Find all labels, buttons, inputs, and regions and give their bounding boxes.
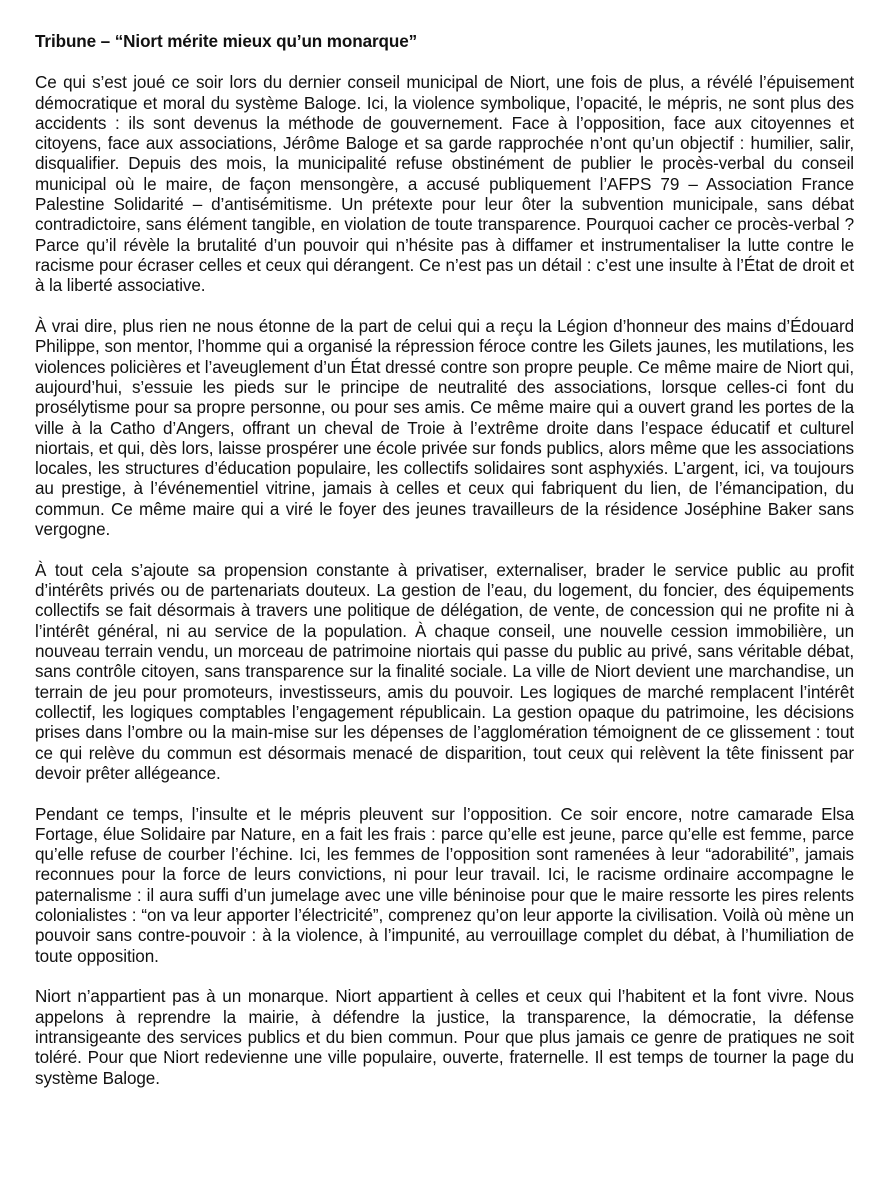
paragraph-4: Pendant ce temps, l’insulte et le mépris pleuvent sur l’opposition. Ce soir encore, notre camarade Elsa Fortage, élue Solidaire par Nature, en a fait les frais : parce qu’elle est jeune, parce qu’elle est femme, parce qu’elle refuse de courber l’échine. Ici, les femmes de l’opposition sont ramenées à leur “adorabilité”, jamais reconnues pour la force de leurs convictions, ni pour leur travail. Ici, le racisme ordinaire accompagne le paternalisme : il aura suffi d’un jumelage avec une ville béninoise pour que le maire ressorte les pires relents colonialistes : “on va leur apporter l’électricité”, comprenez qu’on leur apporte la civilisation. Voilà où mène un pouvoir sans contre-pouvoir : à la violence, à l’impunité, au verrouillage complet du débat, à l’humiliation de toute opposition.	[35, 804, 854, 966]
document-title: Tribune – “Niort mérite mieux qu’un monarque”	[35, 32, 418, 51]
paragraph-1: Ce qui s’est joué ce soir lors du dernier conseil municipal de Niort, une fois de plus, a révélé l’épuisement démocratique et moral du système Baloge. Ici, la violence symbolique, l’opacité, le mépris, ne sont plus des accidents : ils sont devenus la méthode de gouvernement. Face à l’opposition, face aux citoyennes et citoyens, face aux associations, Jérôme Baloge et sa garde rapprochée n’ont qu’un objectif : humilier, salir, disqualifier. Depuis des mois, la municipalité refuse obstinément de publier le procès-verbal du conseil municipal où le maire, de façon mensongère, a accusé publiquement l’AFPS 79 – Association France Palestine Solidarité – d’antisémitisme. Un prétexte pour leur ôter la subvention municipale, sans débat contradictoire, sans élément tangible, en violation de toute transparence. Pourquoi cacher ce procès-verbal ? Parce qu’il révèle la brutalité d’un pouvoir qui n’hésite pas à diffamer et instrumentaliser la lutte contre le racisme pour écraser celles et ceux qui dérangent. Ce n’est pas un détail : c’est une insulte à l’État de droit et à la liberté associative.	[35, 73, 854, 296]
paragraph-5: Niort n’appartient pas à un monarque. Niort appartient à celles et ceux qui l’habitent et la font vivre. Nous appelons à reprendre la mairie, à défendre la justice, la transparence, la démocratie, la défense intransigeante des services publics et du bien commun. Pour que plus jamais ce genre de pratiques ne soit toléré. Pour que Niort redevienne une ville populaire, ouverte, fraternelle. Il est temps de tourner la page du système Baloge.	[35, 987, 854, 1088]
document-page	[35, 32, 854, 1089]
paragraph-2: À vrai dire, plus rien ne nous étonne de la part de celui qui a reçu la Légion d’honneur des mains d’Édouard Philippe, son mentor, l’homme qui a organisé la répression féroce contre les Gilets jaunes, les mutilations, les violences policières et l’aveuglement d’un État dressé contre son propre peuple. Ce même maire de Niort qui, aujourd’hui, s’essuie les pieds sur le principe de neutralité des associations, lorsque celles-ci font du prosélytisme pour sa propre personne, ou pour ses amis. Ce même maire qui a ouvert grand les portes de la ville à la Catho d’Angers, offrant un cheval de Troie à l’extrême droite dans l’espace éducatif et culturel niortais, et qui, dès lors, laisse prospérer une école privée sur fonds publics, alors même que les associations locales, les structures d’éducation populaire, les collectifs solidaires sont asphyxiés. L’argent, ici, va toujours au prestige, à l’événementiel vitrine, jamais à celles et ceux qui fabriquent du lien, de l’émancipation, du commun. Ce même maire qui a viré le foyer des jeunes travailleurs de la résidence Joséphine Baker sans vergogne.	[35, 317, 854, 540]
paragraph-3: À tout cela s’ajoute sa propension constante à privatiser, externaliser, brader le service public au profit d’intérêts privés ou de partenariats douteux. La gestion de l’eau, du logement, du foncier, des équipements collectifs se fait désormais à travers une politique de délégation, de vente, de concession qui ne profite ni à l’intérêt général, ni au service de la population. À chaque conseil, une nouvelle cession immobilière, un nouveau terrain vendu, un morceau de patrimoine niortais qui passe du public au privé, sans véritable débat, sans contrôle citoyen, sans transparence sur la finalité sociale. La ville de Niort devient une marchandise, un terrain de jeu pour promoteurs, investisseurs, amis du pouvoir. Les logiques de marché remplacent l’intérêt collectif, les logiques comptables l’engagement républicain. La gestion opaque du patrimoine, les décisions prises dans l’ombre ou la main-mise sur les dépenses de l’agglomération témoignent de ce glissement : tout ce qui relève du commun est désormais menacé de disparition, tout ceux qui relèvent la tête finissent par devoir prêter allégeance.	[35, 560, 854, 783]
